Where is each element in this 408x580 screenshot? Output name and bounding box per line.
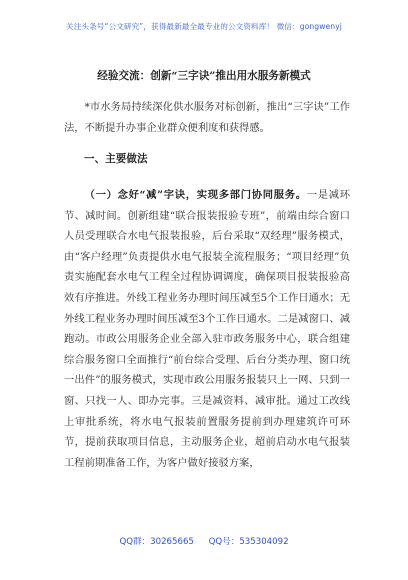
- subsection-lead: （一）念好“减”字诀，实现多部门协同服务。: [84, 189, 307, 201]
- subsection-body: 一是减环节、减时间。创新组建“联合报装报验专班”，前端由综合窗口人员受理联合水电气报装报验，后台采取“双经理”服务模式，由“客户经理”负责提供水电气报装全流程服务；“项目经理”负责实施配套水电气工程全过程协调调度，确保项目报装报验高效有序推进。外线工程业务办理时间压减至5个工作日通水；无外线工程业务办理时间压减至3个工作日通水。二是减窗口、减跑动。市政公用服务企业全部入驻市政务服务中心，联合组建综合服务窗口全面推行“前台综合受理、后台分类办理、窗口统一出件”的服务模式，实现市政公用服务报装只上一网、只到一窗、只找一人、即办完事。三是减资料、减审批。通过工改线上审批系统，将水电气报装前置服务提前到办理建筑许可环节，提前获取项目信息，主动服务企业，超前启动水电气报装工程前期准备工作，为客户做好接驳方案，: [64, 189, 350, 469]
- footer-qq-contacts: QQ群：30265665 QQ号：535304092: [119, 537, 289, 547]
- document-title: 经验交流：创新“三字诀”推出用水服务新模式: [97, 70, 311, 82]
- section-heading: 一、主要做法: [84, 153, 148, 165]
- body-paragraph: [64, 185, 350, 473]
- header-promo-note: 关注头条号“公文研究”，获得最新最全最专业的公文资料库！ 微信：gongwenyj: [66, 22, 342, 31]
- intro-paragraph: *市水务局持续深化供水服务对标创新，推出“三字诀”工作法，不断提升办事企业群众便利度和获得感。: [64, 101, 350, 134]
